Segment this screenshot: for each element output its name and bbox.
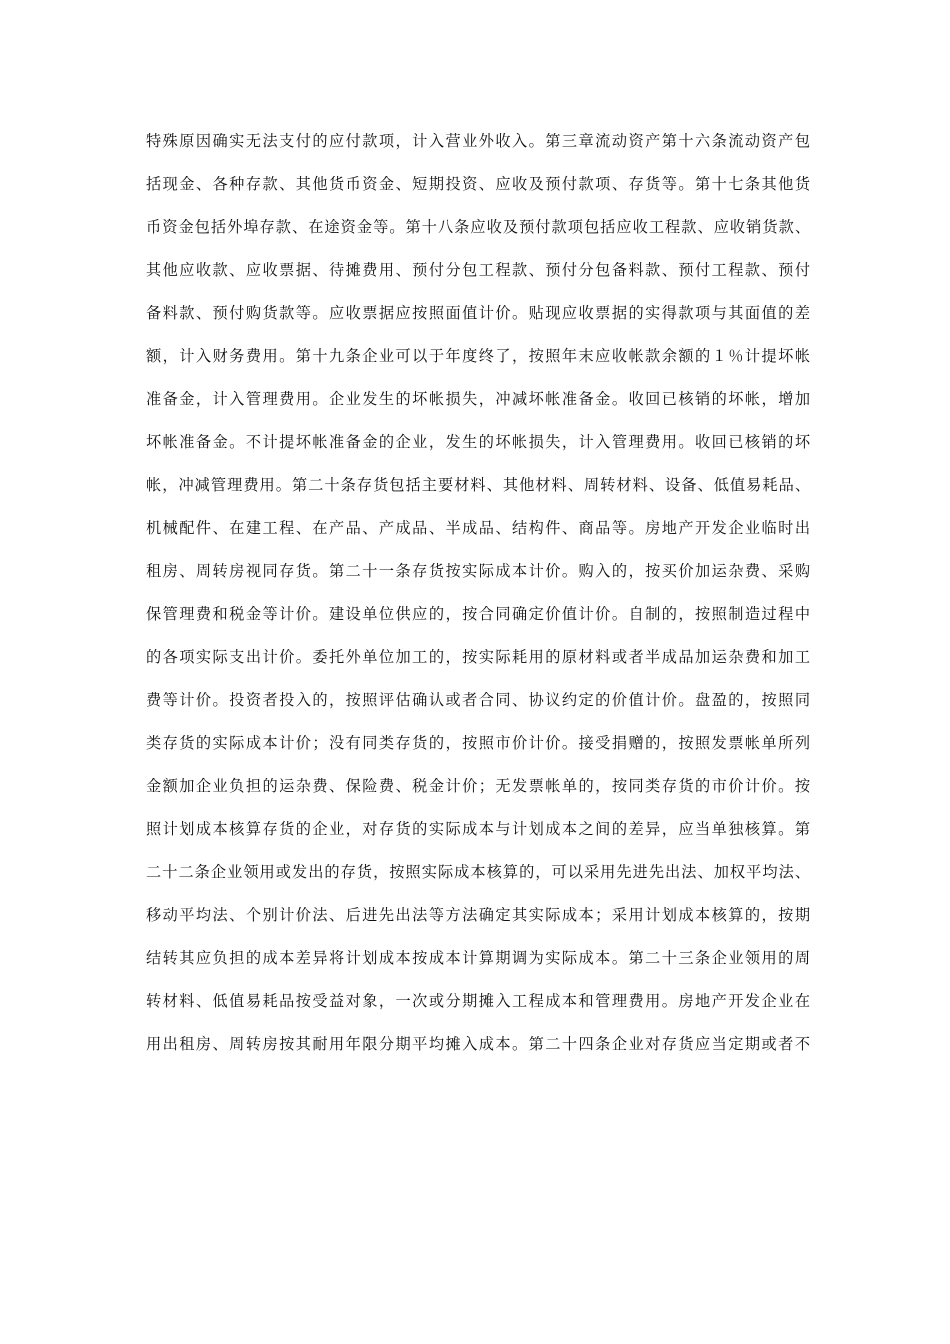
text-line: 转材料、低值易耗品按受益对象，一次或分期摊入工程成本和管理费用。房地产开发企业在 bbox=[146, 992, 810, 1010]
text-line: 费等计价。投资者投入的，按照评估确认或者合同、协议约定的价值计价。盘盈的，按照同 bbox=[146, 691, 810, 709]
text-line: 二十二条企业领用或发出的存货，按照实际成本核算的，可以采用先进先出法、加权平均法、 bbox=[146, 863, 810, 881]
text-line: 保管理费和税金等计价。建设单位供应的，按合同确定价值计价。自制的，按照制造过程中 bbox=[146, 605, 810, 623]
text-line: 机械配件、在建工程、在产品、产成品、半成品、结构件、商品等。房地产开发企业临时出 bbox=[146, 519, 810, 537]
text-line: 准备金，计入管理费用。企业发生的坏帐损失，冲减坏帐准备金。收回已核销的坏帐，增加 bbox=[146, 390, 810, 408]
text-line: 括现金、各种存款、其他货币资金、短期投资、应收及预付款项、存货等。第十七条其他货 bbox=[146, 175, 810, 193]
text-line: 特殊原因确实无法支付的应付款项，计入营业外收入。第三章流动资产第十六条流动资产包 bbox=[146, 132, 810, 150]
text-line: 坏帐准备金。不计提坏帐准备金的企业，发生的坏帐损失，计入管理费用。收回已核销的坏 bbox=[146, 433, 810, 451]
text-line: 备料款、预付购货款等。应收票据应按照面值计价。贴现应收票据的实得款项与其面值的差 bbox=[146, 304, 810, 322]
text-line: 移动平均法、个别计价法、后进先出法等方法确定其实际成本；采用计划成本核算的，按期 bbox=[146, 906, 810, 924]
text-line: 金额加企业负担的运杂费、保险费、税金计价；无发票帐单的，按同类存货的市价计价。按 bbox=[146, 777, 810, 795]
text-line: 用出租房、周转房按其耐用年限分期平均摊入成本。第二十四条企业对存货应当定期或者不 bbox=[146, 1035, 810, 1053]
body-text bbox=[146, 126, 810, 1072]
text-line: 帐，冲减管理费用。第二十条存货包括主要材料、其他材料、周转材料、设备、低值易耗品、 bbox=[146, 476, 810, 494]
text-line: 额，计入财务费用。第十九条企业可以于年度终了，按照年末应收帐款余额的１％计提坏帐 bbox=[146, 347, 810, 365]
text-line: 照计划成本核算存货的企业，对存货的实际成本与计划成本之间的差异，应当单独核算。第 bbox=[146, 820, 810, 838]
text-line: 币资金包括外埠存款、在途资金等。第十八条应收及预付款项包括应收工程款、应收销货款、 bbox=[146, 218, 810, 236]
text-line: 的各项实际支出计价。委托外单位加工的，按实际耗用的原材料或者半成品加运杂费和加工 bbox=[146, 648, 810, 666]
text-line: 其他应收款、应收票据、待摊费用、预付分包工程款、预付分包备料款、预付工程款、预付 bbox=[146, 261, 810, 279]
text-line: 结转其应负担的成本差异将计划成本按成本计算期调为实际成本。第二十三条企业领用的周 bbox=[146, 949, 810, 967]
text-line: 类存货的实际成本计价；没有同类存货的，按照市价计价。接受捐赠的，按照发票帐单所列 bbox=[146, 734, 810, 752]
text-line: 租房、周转房视同存货。第二十一条存货按实际成本计价。购入的，按买价加运杂费、采购 bbox=[146, 562, 810, 580]
